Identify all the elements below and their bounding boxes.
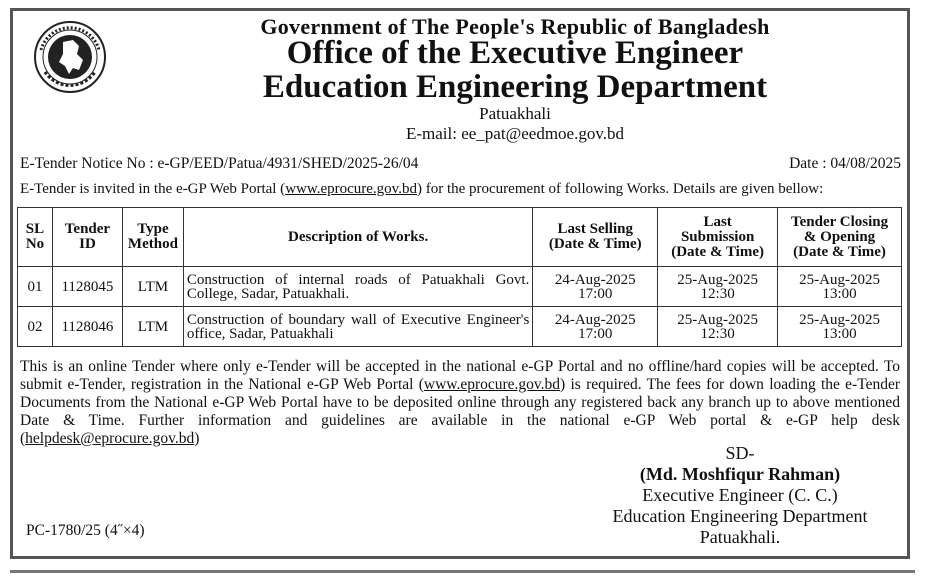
header-closing-opening: Tender Closing & Opening (Date & Time) (778, 208, 902, 267)
cell-last-selling: 24-Aug-2025 17:00 (533, 267, 658, 307)
header-type-method: Type Method (122, 208, 183, 267)
eprocure-link[interactable]: www.eprocure.gov.bd (285, 181, 417, 197)
tender-table (17, 207, 902, 347)
signatory-designation: Executive Engineer (C. C.) (642, 485, 838, 505)
department-title: Education Engineering Department (262, 69, 768, 105)
cell-closing: 25-Aug-2025 13:00 (778, 307, 902, 347)
cell-last-selling: 24-Aug-2025 17:00 (533, 307, 658, 347)
cell-last-submission: 25-Aug-2025 12:30 (658, 307, 778, 347)
helpdesk-email-link[interactable]: helpdesk@eprocure.gov.bd (25, 430, 195, 447)
signature-block (560, 443, 920, 548)
eprocure-link-2[interactable]: www.eprocure.gov.bd (423, 376, 561, 393)
notice-number: E-Tender Notice No : e-GP/EED/Patua/4931/SHED/2025-26/04 (20, 155, 419, 172)
cell-sl: 02 (18, 307, 53, 347)
cell-method: LTM (122, 267, 183, 307)
cell-sl: 01 (18, 267, 53, 307)
header-tender-id: Tender ID (52, 208, 122, 267)
cell-tender-id: 1128046 (52, 307, 122, 347)
header-description: Description of Works. (183, 208, 532, 267)
office-title: Office of the Executive Engineer (286, 35, 744, 71)
signatory-name: (Md. Moshfiqur Rahman) (639, 464, 841, 484)
table-header-row (18, 208, 902, 267)
signatory-place: Patuakhali. (699, 527, 781, 547)
header-last-selling: Last Selling (Date & Time) (533, 208, 658, 267)
table-row (18, 307, 902, 347)
instructions-paragraph: This is an online Tender where only e-Tender will be accepted in the national e-GP Portal and no offline/hard copies will be accepted. To submit e-Tender, registration in the National e-GP Web Portal (www.eprocure.gov.bd) is required. The fees for down loading the e-Tender Documents from the National e-GP Web Portal have to be deposited online through any registered back any branch up to above mentioned Date & Time. Further information and guidelines are available in the national e-GP Web portal & e-GP help desk (helpdesk@eprocure.gov.bd) (20, 358, 901, 447)
email: E-mail: ee_pat@eedmoe.gov.bd (405, 124, 624, 143)
bottom-divider (10, 570, 915, 582)
header-sl: SL No (18, 208, 53, 267)
cell-closing: 25-Aug-2025 13:00 (778, 267, 902, 307)
signatory-department: Education Engineering Department (612, 506, 868, 526)
intro-text: E-Tender is invited in the e-GP Web Portal (www.eprocure.gov.bd) for the procurement of following Works. Details are given bellow: (20, 181, 824, 197)
cell-description: Construction of internal roads of Patuakhali Govt. College, Sadar, Patuakhali. (183, 267, 532, 307)
pc-number: PC-1780/25 (4˝×4) (26, 522, 145, 539)
location: Patuakhali (479, 104, 551, 123)
cell-method: LTM (122, 307, 183, 347)
cell-last-submission: 25-Aug-2025 12:30 (658, 267, 778, 307)
header-last-submission: Last Submission (Date & Time) (658, 208, 778, 267)
cell-tender-id: 1128045 (52, 267, 122, 307)
table-row (18, 267, 902, 307)
cell-description: Construction of boundary wall of Executive Engineer's office, Sadar, Patuakhali (183, 307, 532, 347)
government-title: Government of The People's Republic of Bangladesh (260, 14, 770, 39)
signature-sd: SD- (725, 443, 755, 463)
government-seal-icon (33, 20, 107, 94)
notice-date: Date : 04/08/2025 (789, 155, 901, 172)
